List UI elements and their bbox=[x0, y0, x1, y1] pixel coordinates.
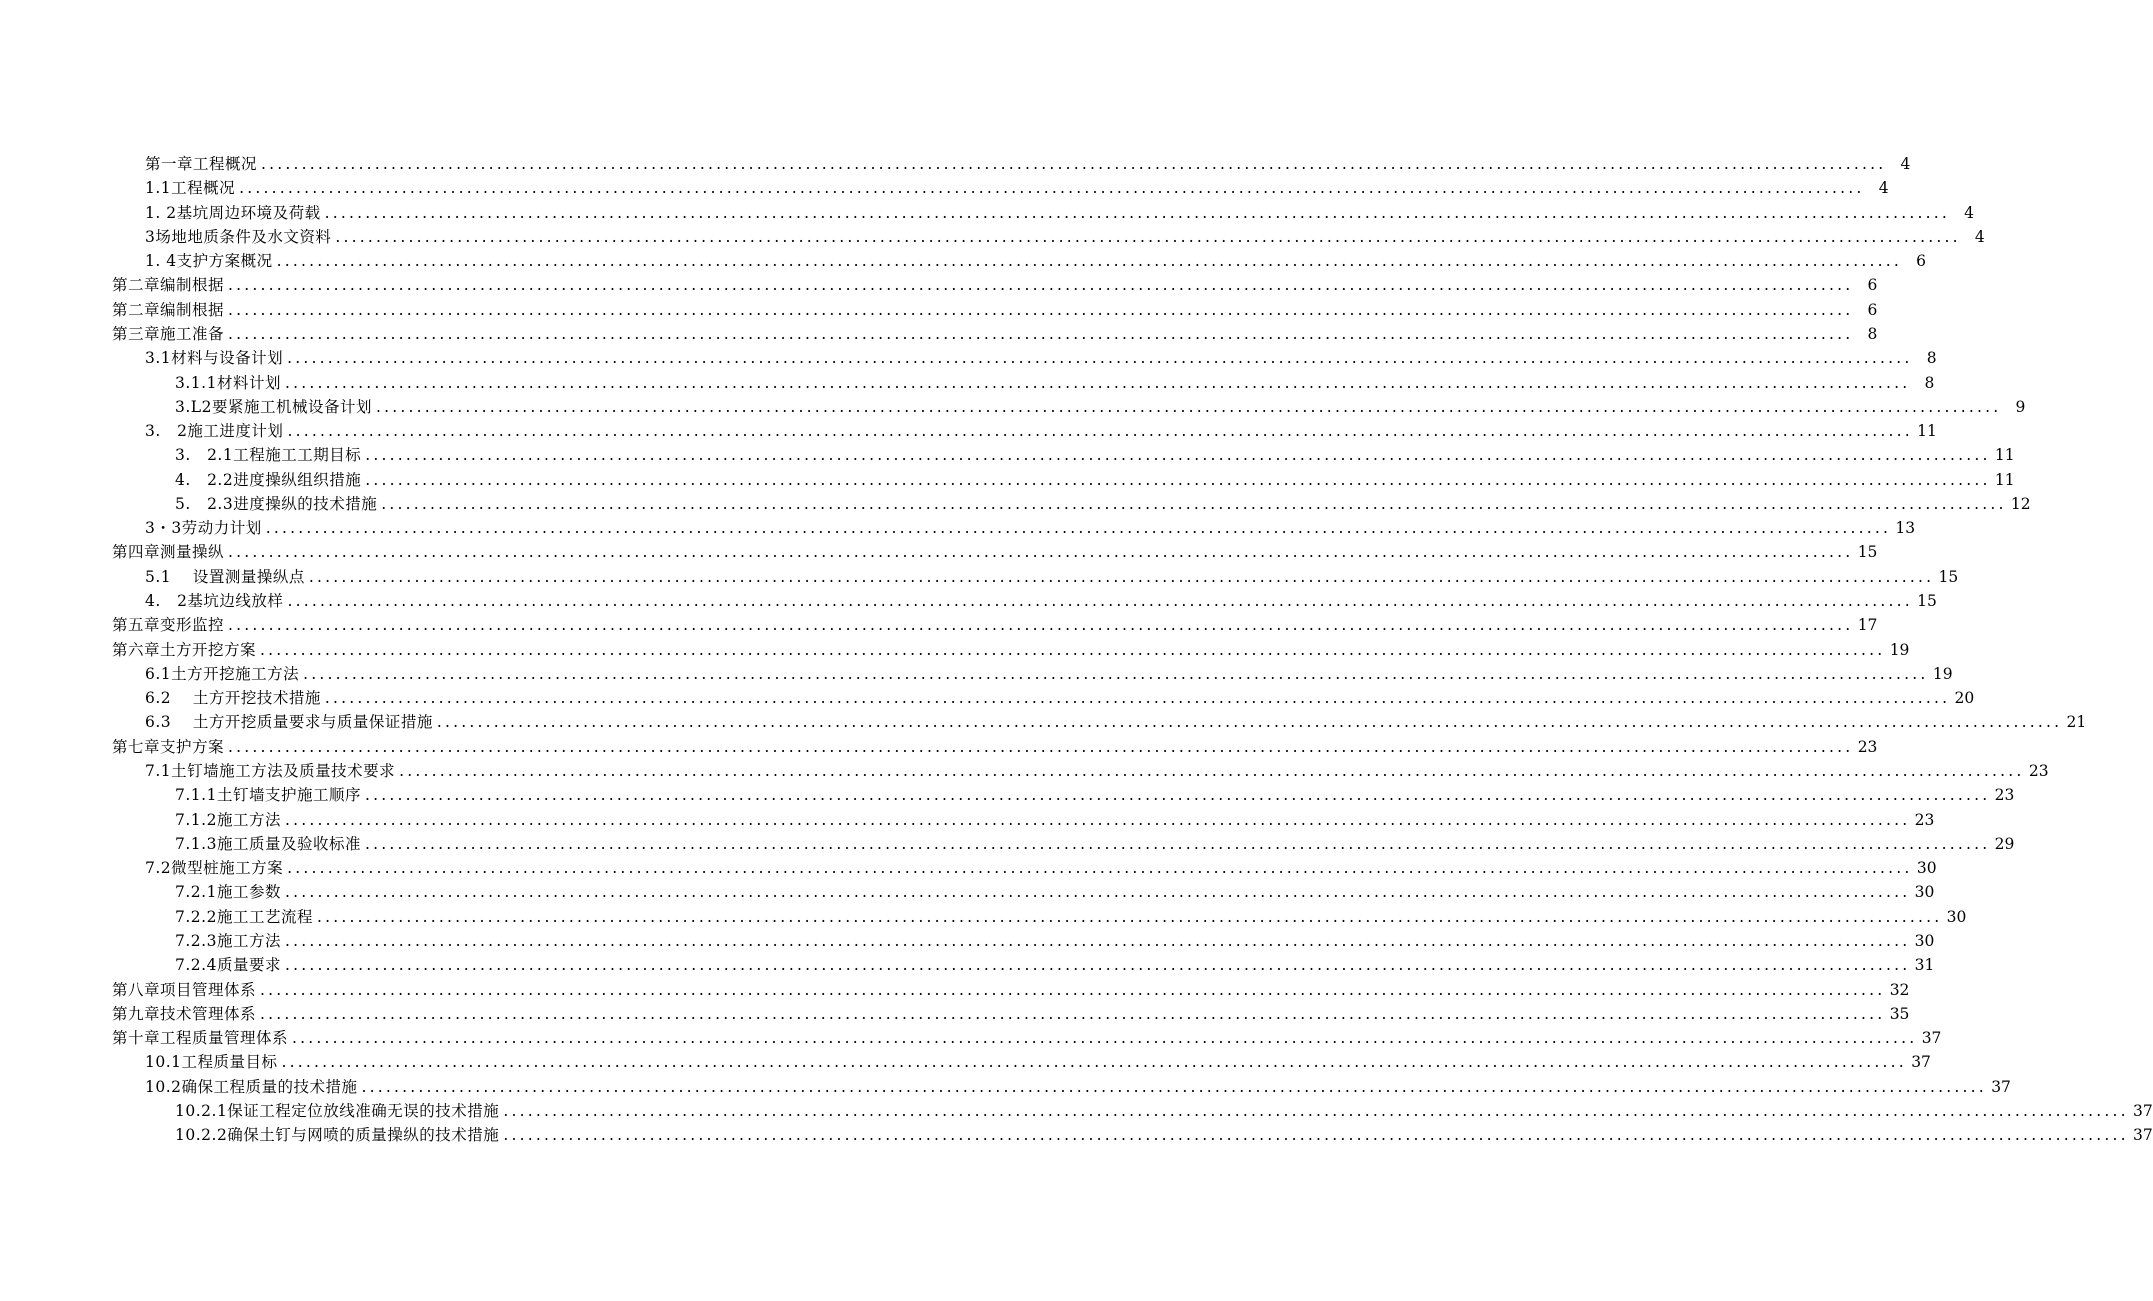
toc-entry[interactable] bbox=[175, 466, 2015, 490]
toc-entry[interactable] bbox=[112, 1000, 1910, 1024]
toc-entry-page-number: 19 bbox=[1932, 664, 1953, 683]
toc-entry-title: 10.2.1保证工程定位放线准确无误的技术措施 bbox=[175, 1101, 500, 1120]
toc-entry-page-number: 6 bbox=[1867, 276, 1878, 295]
toc-entry[interactable] bbox=[112, 538, 1878, 562]
toc-entry-title: 3.L2要紧施工机械设备计划 bbox=[175, 397, 372, 416]
toc-entry[interactable] bbox=[112, 733, 1878, 757]
dot-leader: ........................................................................................................................................................................................................ bbox=[503, 1126, 2129, 1145]
toc-entry-title: 4. 2基坑边线放样 bbox=[145, 592, 284, 611]
toc-entry-page-number: 23 bbox=[2028, 762, 2049, 780]
dot-leader: ........................................................................................................................................................................................................ bbox=[287, 592, 1913, 611]
toc-entry[interactable] bbox=[112, 296, 1878, 320]
toc-entry-title: 7.1土钉墙施工方法及质量技术要求 bbox=[145, 762, 396, 780]
dot-leader: ........................................................................................................................................................................................................ bbox=[239, 179, 1865, 198]
toc-entry[interactable] bbox=[175, 951, 1935, 975]
toc-entry-title: 3.1.1材料计划 bbox=[175, 373, 281, 392]
toc-entry-title: 第六章土方开挖方案 bbox=[112, 640, 257, 659]
dot-leader: ........................................................................................................................................................................................................ bbox=[375, 397, 2002, 416]
toc-entry-page-number: 37 bbox=[1921, 1029, 1942, 1048]
dot-leader: ........................................................................................................................................................................................................ bbox=[292, 1029, 1918, 1048]
toc-entry-title: 6.1土方开挖施工方法 bbox=[145, 664, 300, 683]
toc-entry-page-number: 17 bbox=[1857, 616, 1878, 635]
dot-leader: ........................................................................................................................................................................................................ bbox=[284, 373, 1911, 392]
toc-entry-title: 第二章编制根据 bbox=[112, 300, 225, 319]
toc-entry-title: 10.2确保工程质量的技术措施 bbox=[145, 1077, 358, 1096]
dot-leader: ........................................................................................................................................................................................................ bbox=[365, 446, 1991, 465]
toc-entry-page-number: 4 bbox=[1974, 227, 1985, 246]
toc-entry-page-number: 4 bbox=[1964, 203, 1974, 222]
dot-leader: ........................................................................................................................................................................................................ bbox=[284, 883, 1911, 902]
toc-entry-page-number: 9 bbox=[2015, 397, 2026, 416]
toc-entry-title: 10.2.2确保土钉与网喷的质量操纵的技术措施 bbox=[175, 1126, 500, 1145]
toc-entry-title: 4. 2.2进度操纵组织措施 bbox=[175, 470, 362, 489]
toc-entry[interactable] bbox=[145, 660, 1953, 684]
toc-entry-page-number: 21 bbox=[2066, 713, 2087, 732]
toc-entry-page-number: 37 bbox=[2132, 1101, 2153, 1120]
toc-entry-page-number: 23 bbox=[1914, 810, 1935, 829]
dot-leader: ........................................................................................................................................................................................................ bbox=[260, 980, 1886, 999]
toc-entry[interactable] bbox=[175, 441, 2015, 465]
dot-leader: ........................................................................................................................................................................................................ bbox=[228, 737, 1854, 756]
toc-entry-title: 第七章支护方案 bbox=[112, 737, 225, 756]
dot-leader: ........................................................................................................................................................................................................ bbox=[284, 931, 1911, 950]
toc-entry-page-number: 23 bbox=[1994, 786, 2015, 805]
dot-leader: ........................................................................................................................................................................................................ bbox=[284, 956, 1911, 975]
toc-entry[interactable] bbox=[145, 563, 1959, 587]
toc-entry[interactable] bbox=[175, 878, 1935, 902]
toc-entry-title: 第九章技术管理体系 bbox=[112, 1004, 257, 1023]
toc-entry[interactable] bbox=[145, 854, 1937, 878]
dot-leader: ........................................................................................................................................................................................................ bbox=[276, 252, 1902, 271]
toc-entry-title: 6.3 土方开挖质量要求与质量保证措施 bbox=[145, 713, 433, 732]
toc-entry-page-number: 15 bbox=[1917, 592, 1937, 611]
toc-entry[interactable] bbox=[175, 490, 2031, 514]
dot-leader: ........................................................................................................................................................................................................ bbox=[503, 1101, 2129, 1120]
toc-entry-title: 7.2.1施工参数 bbox=[175, 883, 281, 902]
toc-entry-page-number: 37 bbox=[1991, 1077, 2011, 1096]
toc-entry[interactable] bbox=[145, 150, 1911, 174]
dot-leader: ........................................................................................................................................................................................................ bbox=[316, 907, 1943, 926]
toc-entry-title: 7.2.2施工工艺流程 bbox=[175, 907, 313, 926]
dot-leader: ........................................................................................................................................................................................................ bbox=[228, 300, 1854, 319]
toc-entry-title: 3场地地质条件及水文资料 bbox=[145, 227, 332, 246]
toc-entry-title: 1.1工程概况 bbox=[145, 179, 236, 198]
toc-entry-title: 3・3劳动力计划 bbox=[145, 519, 262, 538]
toc-entry-page-number: 31 bbox=[1914, 956, 1935, 975]
dot-leader: ........................................................................................................................................................................................................ bbox=[399, 762, 2025, 780]
toc-entry-page-number: 12 bbox=[2010, 494, 2031, 513]
toc-entry-title: 7.1.3施工质量及验收标准 bbox=[175, 834, 361, 853]
toc-entry[interactable] bbox=[112, 976, 1910, 1000]
toc-entry-page-number: 29 bbox=[1994, 834, 2015, 853]
toc-entry[interactable] bbox=[145, 344, 1937, 368]
toc-entry-page-number: 4 bbox=[1878, 179, 1889, 198]
toc-entry-title: 第二章编制根据 bbox=[112, 276, 225, 295]
dot-leader: ........................................................................................................................................................................................................ bbox=[361, 1077, 1987, 1096]
toc-entry-page-number: 8 bbox=[1924, 373, 1935, 392]
toc-entry-title: 6.2 土方开挖技术措施 bbox=[145, 689, 321, 708]
dot-leader: ........................................................................................................................................................................................................ bbox=[287, 422, 1913, 441]
toc-entry-page-number: 11 bbox=[1917, 422, 1937, 441]
toc-entry-page-number: 37 bbox=[1911, 1053, 1931, 1072]
toc-entry-title: 第五章变形监控 bbox=[112, 616, 225, 635]
toc-entry-title: 1. 2基坑周边环境及荷载 bbox=[145, 203, 321, 222]
toc-entry[interactable] bbox=[145, 199, 1974, 223]
toc-entry-title: 10.1工程质量目标 bbox=[145, 1053, 278, 1072]
toc-entry-title: 5. 2.3进度操纵的技术措施 bbox=[175, 494, 378, 513]
toc-entry[interactable] bbox=[112, 1024, 1942, 1048]
toc-entry[interactable] bbox=[145, 757, 2049, 781]
toc-entry-page-number: 11 bbox=[1994, 470, 2015, 489]
toc-entry-title: 7.2微型桩施工方案 bbox=[145, 859, 284, 878]
dot-leader: ........................................................................................................................................................................................................ bbox=[287, 859, 1913, 878]
dot-leader: ........................................................................................................................................................................................................ bbox=[335, 227, 1961, 246]
toc-entry[interactable] bbox=[145, 223, 1985, 247]
toc-entry-page-number: 30 bbox=[1916, 859, 1937, 878]
toc-entry[interactable] bbox=[112, 611, 1878, 635]
toc-entry[interactable] bbox=[145, 684, 1975, 708]
dot-leader: ........................................................................................................................................................................................................ bbox=[287, 349, 1913, 368]
toc-entry-title: 3.1材料与设备计划 bbox=[145, 349, 284, 368]
dot-leader: ........................................................................................................................................................................................................ bbox=[281, 1053, 1907, 1072]
toc-entry-page-number: 30 bbox=[1946, 907, 1967, 926]
toc-entry-title: 7.2.3施工方法 bbox=[175, 931, 281, 950]
dot-leader: ........................................................................................................................................................................................................ bbox=[228, 276, 1854, 295]
dot-leader: ........................................................................................................................................................................................................ bbox=[365, 470, 1991, 489]
dot-leader: ........................................................................................................................................................................................................ bbox=[303, 664, 1929, 683]
toc-entry[interactable] bbox=[112, 320, 1878, 344]
toc-entry-title: 第一章工程概况 bbox=[145, 155, 258, 173]
toc-entry[interactable] bbox=[175, 369, 1935, 393]
dot-leader: ........................................................................................................................................................................................................ bbox=[228, 616, 1854, 635]
dot-leader: ........................................................................................................................................................................................................ bbox=[261, 155, 1887, 173]
toc-entry-title: 5.1 设置测量操纵点 bbox=[145, 567, 305, 586]
toc-entry[interactable] bbox=[112, 636, 1910, 660]
toc-entry-page-number: 35 bbox=[1889, 1004, 1910, 1023]
toc-entry[interactable] bbox=[145, 247, 1926, 271]
toc-entry[interactable] bbox=[175, 806, 1935, 830]
toc-entry-title: 3. 2施工进度计划 bbox=[145, 422, 284, 441]
dot-leader: ........................................................................................................................................................................................................ bbox=[381, 494, 2007, 513]
toc-entry[interactable] bbox=[175, 393, 2026, 417]
dot-leader: ........................................................................................................................................................................................................ bbox=[228, 324, 1854, 343]
dot-leader: ........................................................................................................................................................................................................ bbox=[364, 786, 1991, 805]
toc-entry-title: 1. 4支护方案概况 bbox=[145, 252, 273, 271]
toc-entry-title: 第十章工程质量管理体系 bbox=[112, 1029, 289, 1048]
toc-entry[interactable] bbox=[145, 514, 1916, 538]
dot-leader: ........................................................................................................................................................................................................ bbox=[260, 640, 1886, 659]
toc-entry-page-number: 11 bbox=[1994, 446, 2015, 465]
toc-entry[interactable] bbox=[145, 417, 1937, 441]
toc-entry[interactable] bbox=[145, 174, 1889, 198]
toc-entry-page-number: 8 bbox=[1926, 349, 1937, 368]
dot-leader: ........................................................................................................................................................................................................ bbox=[364, 834, 1991, 853]
toc-entry[interactable] bbox=[145, 708, 2087, 732]
toc-entry-title: 3. 2.1工程施工工期目标 bbox=[175, 446, 362, 465]
toc-entry[interactable] bbox=[175, 830, 2015, 854]
toc-entry-page-number: 23 bbox=[1857, 737, 1878, 756]
toc-entry-title: 第四章测量操纵 bbox=[112, 543, 225, 562]
toc-entry[interactable] bbox=[175, 1121, 2153, 1145]
dot-leader: ........................................................................................................................................................................................................ bbox=[308, 567, 1935, 586]
toc-entry[interactable] bbox=[145, 1073, 2011, 1097]
dot-leader: ........................................................................................................................................................................................................ bbox=[436, 713, 2063, 732]
toc-entry-page-number: 4 bbox=[1900, 155, 1911, 173]
toc-entry-title: 第三章施工准备 bbox=[112, 324, 225, 343]
toc-entry-page-number: 19 bbox=[1889, 640, 1910, 659]
toc-entry-page-number: 6 bbox=[1867, 300, 1878, 319]
toc-entry-page-number: 13 bbox=[1895, 519, 1916, 538]
toc-entry-page-number: 15 bbox=[1857, 543, 1878, 562]
toc-entry[interactable] bbox=[145, 1048, 1931, 1072]
dot-leader: ........................................................................................................................................................................................................ bbox=[324, 689, 1951, 708]
dot-leader: ........................................................................................................................................................................................................ bbox=[324, 203, 1950, 222]
dot-leader: ........................................................................................................................................................................................................ bbox=[284, 810, 1911, 829]
toc-entry-title: 7.1.1土钉墙支护施工顺序 bbox=[175, 786, 361, 805]
toc-entry-title: 7.1.2施工方法 bbox=[175, 810, 281, 829]
dot-leader: ........................................................................................................................................................................................................ bbox=[260, 1004, 1886, 1023]
toc-entry[interactable] bbox=[145, 587, 1937, 611]
toc-entry-page-number: 30 bbox=[1914, 931, 1935, 950]
toc-entry[interactable] bbox=[175, 927, 1935, 951]
toc-entry-page-number: 32 bbox=[1889, 980, 1910, 999]
toc-entry-title: 第八章项目管理体系 bbox=[112, 980, 257, 999]
toc-entry[interactable] bbox=[112, 271, 1878, 295]
toc-entry-page-number: 37 bbox=[2132, 1126, 2153, 1145]
toc-entry-page-number: 6 bbox=[1916, 252, 1926, 271]
dot-leader: ........................................................................................................................................................................................................ bbox=[265, 519, 1892, 538]
toc-entry-page-number: 20 bbox=[1954, 689, 1975, 708]
toc-entry-title: 7.2.4质量要求 bbox=[175, 956, 281, 975]
toc-entry[interactable] bbox=[175, 903, 1967, 927]
toc-entry[interactable] bbox=[175, 1097, 2153, 1121]
toc-entry-page-number: 15 bbox=[1938, 567, 1959, 586]
toc-entry-page-number: 30 bbox=[1914, 883, 1935, 902]
toc-entry-page-number: 8 bbox=[1867, 324, 1878, 343]
toc-entry[interactable] bbox=[175, 781, 2015, 805]
dot-leader: ........................................................................................................................................................................................................ bbox=[228, 543, 1854, 562]
